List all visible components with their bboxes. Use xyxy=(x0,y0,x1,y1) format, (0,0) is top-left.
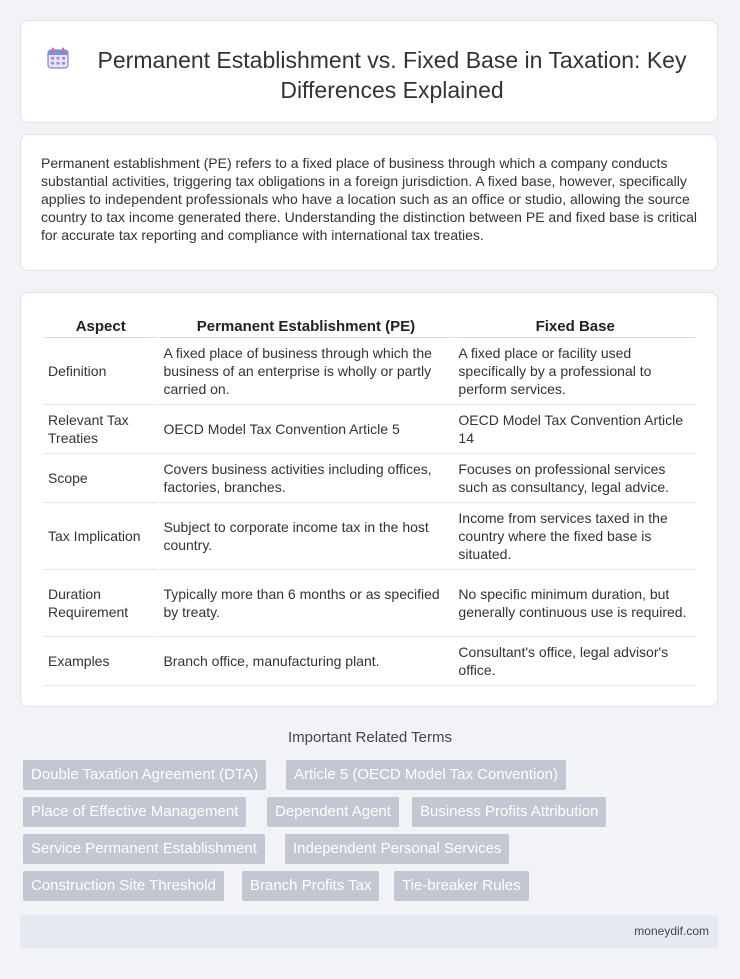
related-term-tag[interactable]: Dependent Agent xyxy=(267,797,399,827)
table-cell-pe: Branch office, manufacturing plant. xyxy=(159,637,452,686)
table-cell-aspect: Scope xyxy=(44,454,157,503)
related-term-tag[interactable]: Place of Effective Management xyxy=(23,797,246,827)
table-cell-fixed-base: Focuses on professional services such as consultancy, legal advice. xyxy=(454,454,696,503)
related-term-tag[interactable]: Independent Personal Services xyxy=(285,834,509,864)
related-term-tag[interactable]: Article 5 (OECD Model Tax Convention) xyxy=(286,760,566,790)
related-term-tag[interactable]: Service Permanent Establishment xyxy=(23,834,265,864)
table-cell-fixed-base: A fixed place or facility used specifically by a professional to perform services. xyxy=(454,338,696,405)
table-row xyxy=(44,338,696,405)
comparison-table xyxy=(42,315,698,686)
table-cell-pe: OECD Model Tax Convention Article 5 xyxy=(159,405,452,454)
table-cell-aspect: Examples xyxy=(44,637,157,686)
table-cell-fixed-base: OECD Model Tax Convention Article 14 xyxy=(454,405,696,454)
related-term-tag[interactable]: Construction Site Threshold xyxy=(23,871,224,901)
footer-bar xyxy=(20,915,718,948)
intro-paragraph: Permanent establishment (PE) refers to a fixed place of business through which a company conducts substantial activities, triggering tax obligations in a foreign jurisdiction. A fixed base, however, specifically applies to independent professionals who have a location such as an office or studio, allowing the source country to tax income generated there. Understanding the distinction between PE and fixed base is critical for accurate tax reporting and compliance with international tax treaties. xyxy=(41,155,698,243)
page-title: Permanent Establishment vs. Fixed Base in Taxation: Key Differences Explained xyxy=(97,47,687,103)
column-header-fixed-base: Fixed Base xyxy=(454,315,696,338)
table-cell-aspect: Duration Requirement xyxy=(44,570,157,637)
related-term-tag[interactable]: Tie-breaker Rules xyxy=(394,871,529,901)
table-header-row xyxy=(44,315,696,338)
related-term-tag[interactable]: Business Profits Attribution xyxy=(412,797,606,827)
related-term-tag[interactable]: Branch Profits Tax xyxy=(242,871,379,901)
table-cell-pe: Covers business activities including offices, factories, branches. xyxy=(159,454,452,503)
table-row xyxy=(44,570,696,637)
footer-site-link[interactable]: moneydif.com xyxy=(634,924,709,938)
intro-card xyxy=(20,134,718,271)
table-row xyxy=(44,454,696,503)
related-terms-heading: Important Related Terms xyxy=(288,729,452,746)
table-cell-fixed-base: Consultant's office, legal advisor's office. xyxy=(454,637,696,686)
table-row xyxy=(44,637,696,686)
column-header-pe: Permanent Establishment (PE) xyxy=(159,315,452,338)
table-cell-pe: A fixed place of business through which the business of an enterprise is wholly or partly carried on. xyxy=(159,338,452,405)
comparison-table-card xyxy=(20,292,718,707)
table-row xyxy=(44,405,696,454)
table-cell-pe: Typically more than 6 months or as specified by treaty. xyxy=(159,570,452,637)
table-cell-aspect: Relevant Tax Treaties xyxy=(44,405,157,454)
title-card xyxy=(20,20,718,123)
column-header-aspect: Aspect xyxy=(44,315,157,338)
table-cell-aspect: Tax Implication xyxy=(44,503,157,570)
table-cell-pe: Subject to corporate income tax in the host country. xyxy=(159,503,452,570)
table-cell-fixed-base: No specific minimum duration, but generally continuous use is required. xyxy=(454,570,696,637)
table-cell-fixed-base: Income from services taxed in the country where the fixed base is situated. xyxy=(454,503,696,570)
related-term-tag[interactable]: Double Taxation Agreement (DTA) xyxy=(23,760,266,790)
table-row xyxy=(44,503,696,570)
calendar-icon xyxy=(47,47,69,69)
table-cell-aspect: Definition xyxy=(44,338,157,405)
